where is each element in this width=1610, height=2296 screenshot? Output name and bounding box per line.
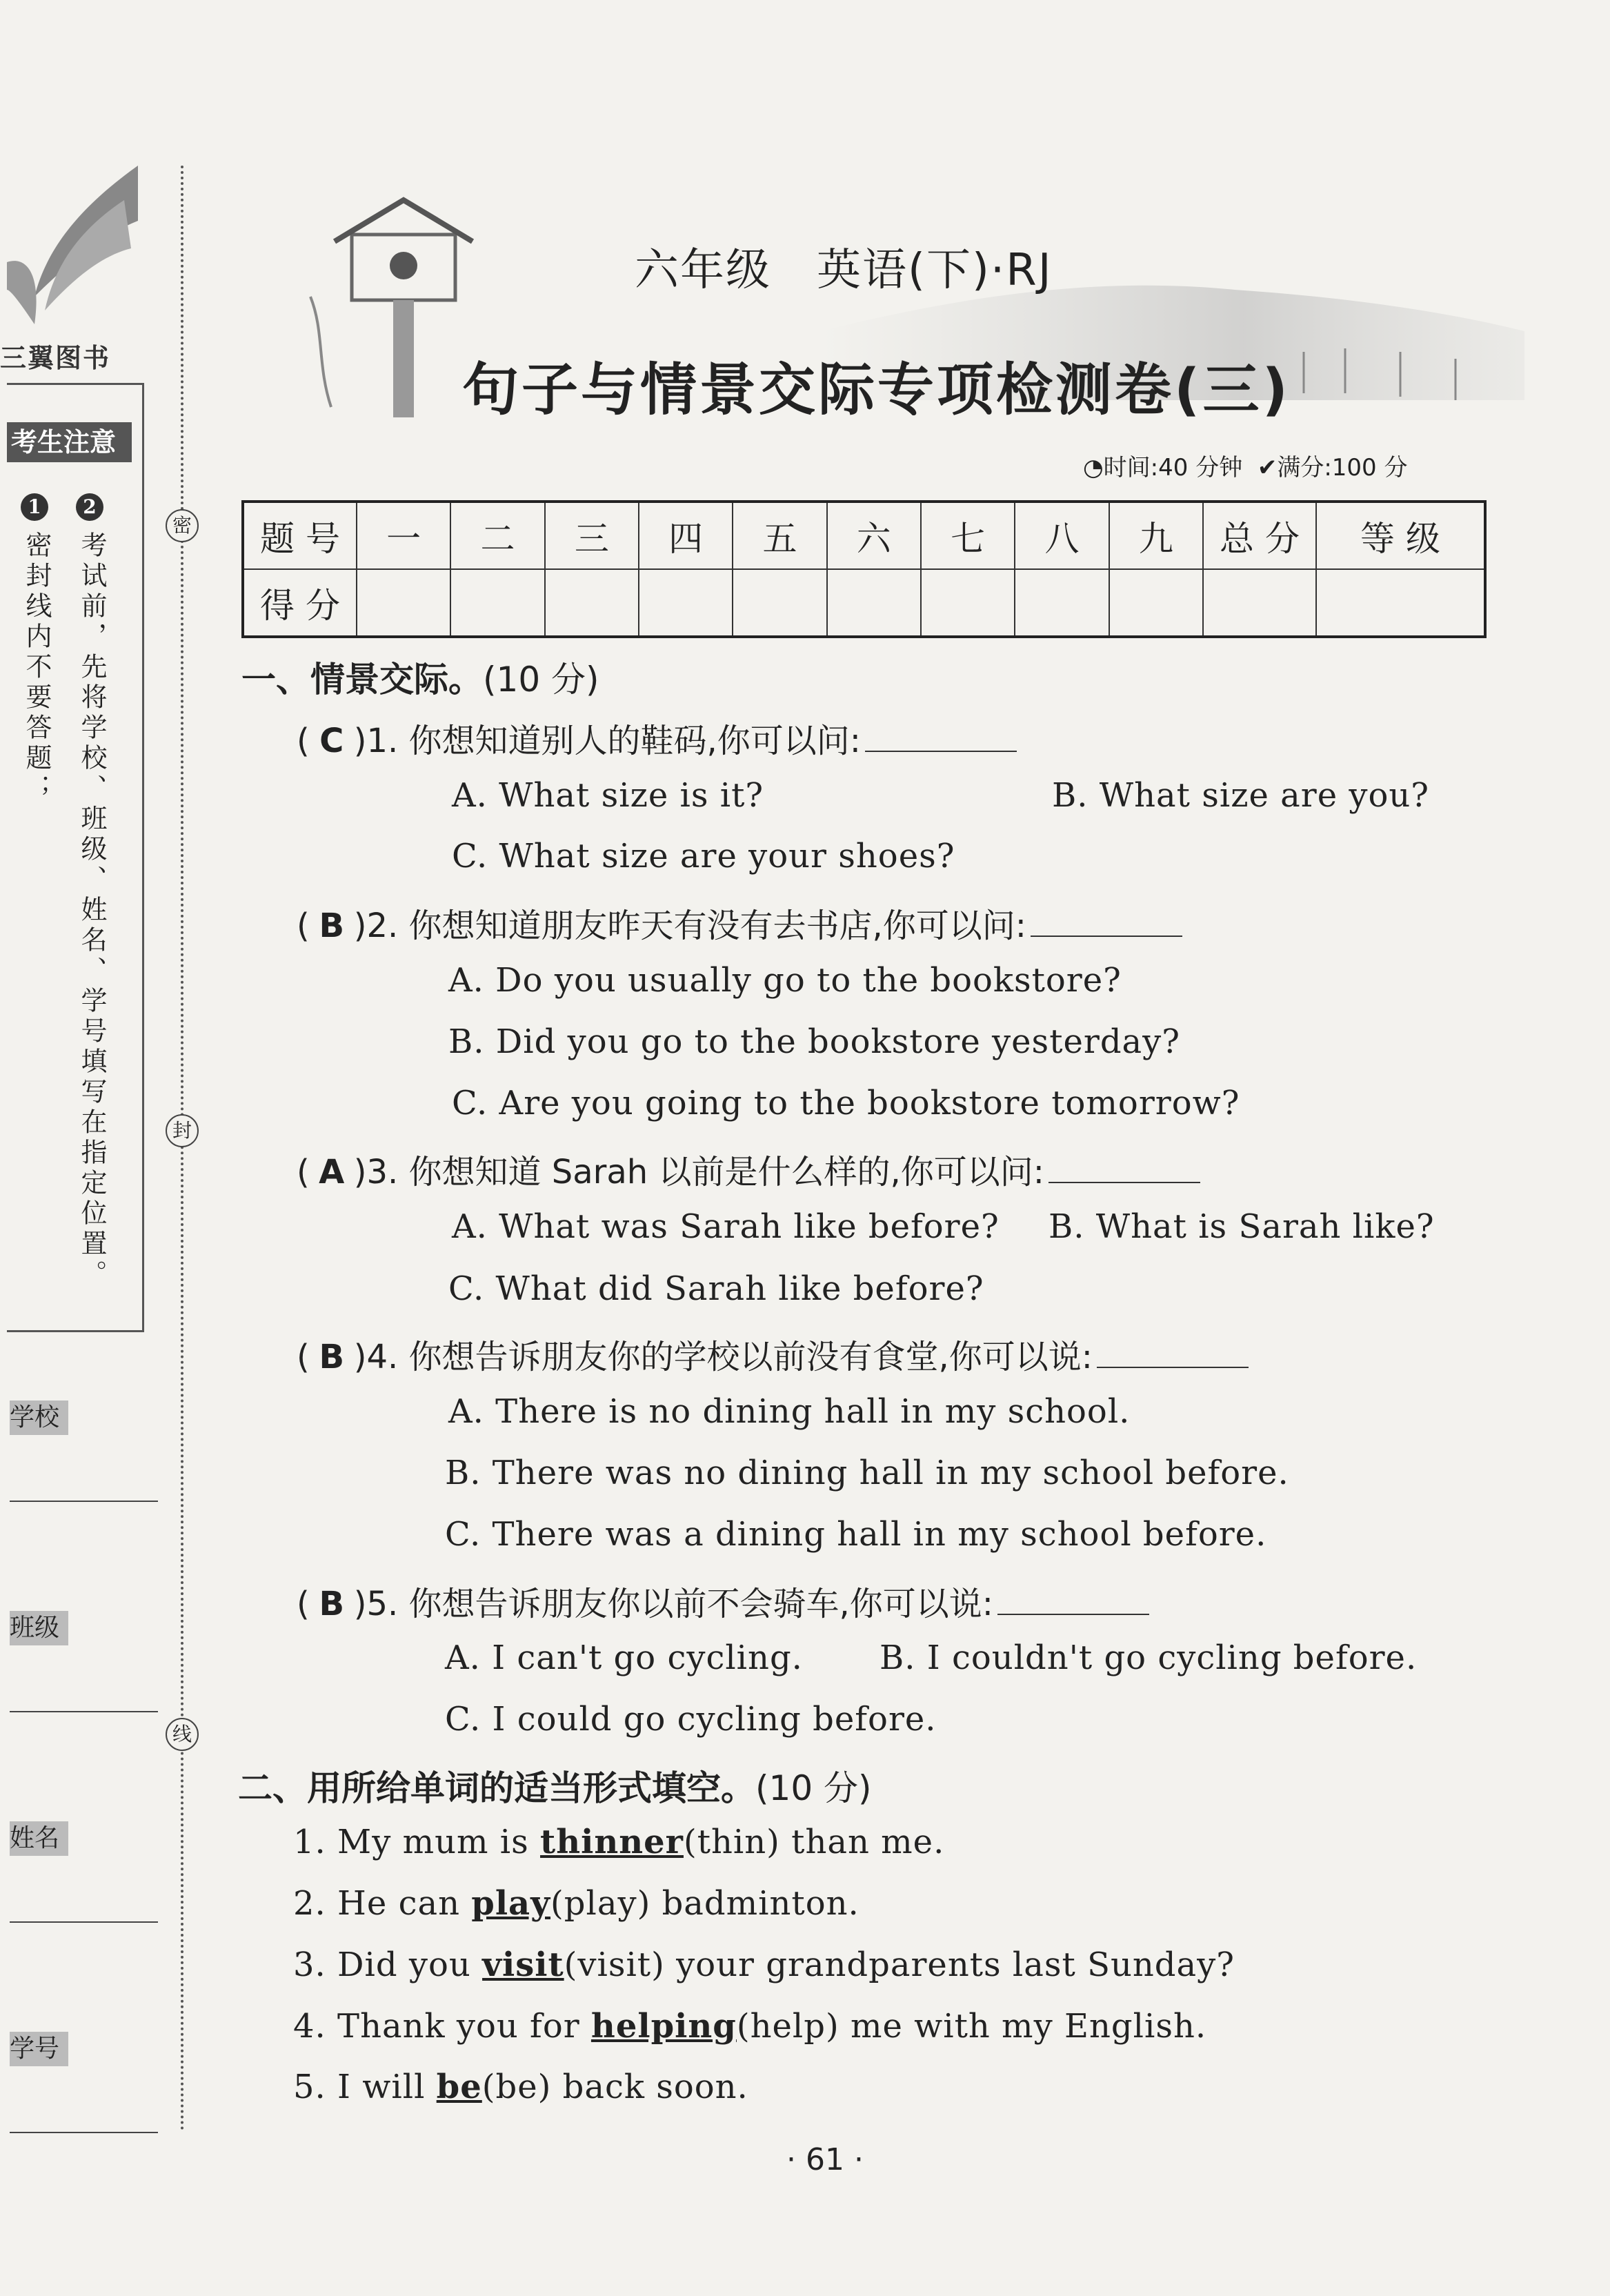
answer-blank[interactable]: [1031, 908, 1182, 937]
fill-answer[interactable]: be: [436, 2068, 482, 2106]
notice-title: 考生注意: [7, 422, 132, 462]
section-2-heading: [238, 1761, 872, 1810]
question-5-stem: )5. 你想告诉朋友你以前不会骑车,你可以说:: [353, 1585, 993, 1623]
check-icon: ✔: [1257, 454, 1278, 482]
fill-item-text: 2. He can: [293, 1884, 472, 1923]
score-header-cell: 四: [639, 502, 733, 569]
exam-title: 句子与情景交际专项检测卷(三): [462, 357, 1291, 423]
question-3-stem: )3. 你想知道 Sarah 以前是什么样的,你可以问:: [353, 1153, 1044, 1191]
answer-blank[interactable]: [997, 1586, 1149, 1615]
q4-option-c: C. There was a dining hall in my school before.: [445, 1515, 1267, 1554]
fill-answer[interactable]: thinner: [540, 1823, 684, 1861]
seal-char-mi: 密: [166, 509, 199, 542]
score-header-cell: 五: [733, 502, 826, 569]
fill-answer[interactable]: play: [471, 1884, 551, 1923]
question-1: ( C )1. 你想知道别人的鞋码,你可以问:: [297, 714, 1017, 762]
score-cell[interactable]: [450, 569, 544, 637]
fill-item-text: 1. My mum is: [293, 1823, 541, 1861]
fill-item-text: 5. I will: [293, 2068, 437, 2106]
q1-option-a: A. What size is it?: [452, 776, 764, 815]
score-table-header-row: [243, 502, 1485, 569]
fill-item-text: 3. Did you: [293, 1946, 483, 1984]
fill-item-text: (visit) your grandparents last Sunday?: [564, 1946, 1235, 1984]
answer-blank[interactable]: [865, 723, 1017, 752]
question-3: ( A )3. 你想知道 Sarah 以前是什么样的,你可以问:: [297, 1145, 1200, 1193]
score-row-label: 得 分: [243, 569, 357, 637]
question-4: ( B )4. 你想告诉朋友你的学校以前没有食堂,你可以说:: [297, 1330, 1249, 1378]
score-header-cell: 二: [450, 502, 544, 569]
notice-2-number: 2: [76, 493, 103, 521]
q4-option-b: B. There was no dining hall in my school before.: [445, 1454, 1289, 1492]
q5-option-b: B. I couldn't go cycling before.: [879, 1639, 1418, 1677]
fill-item-2: [293, 1884, 859, 1923]
school-field-label: 学校: [10, 1401, 68, 1435]
exam-meta: [1083, 448, 1408, 482]
section-2-title: 二、用所给单词的适当形式填空。: [238, 1768, 755, 1808]
brand-name: 三翼图书: [0, 343, 111, 373]
class-field-line[interactable]: [10, 1711, 158, 1712]
q3-option-c: C. What did Sarah like before?: [448, 1269, 984, 1308]
q3-option-b: B. What is Sarah like?: [1049, 1207, 1435, 1246]
fill-answer[interactable]: helping: [590, 2007, 737, 2046]
answer-4: B: [319, 1338, 345, 1376]
answer-3: A: [319, 1153, 345, 1191]
notice-1-number: 1: [21, 493, 48, 521]
page-number: · 61 ·: [786, 2142, 864, 2177]
score-header-cell: 三: [545, 502, 639, 569]
fill-item-text: (thin) than me.: [683, 1823, 945, 1861]
q2-option-c: C. Are you going to the bookstore tomorrow?: [452, 1084, 1240, 1122]
grade-subject: 六年级 英语(下)·RJ: [635, 245, 1053, 296]
score-cell[interactable]: [827, 569, 921, 637]
score-header-cell: 总 分: [1203, 502, 1316, 569]
q5-option-c: C. I could go cycling before.: [445, 1700, 937, 1739]
score-header-cell: 六: [827, 502, 921, 569]
score-cell[interactable]: [1109, 569, 1203, 637]
fill-item-4: [293, 2007, 1206, 2046]
section-1-heading: [241, 652, 599, 702]
answer-blank[interactable]: [1097, 1339, 1249, 1368]
score-cell[interactable]: [1316, 569, 1485, 637]
fill-item-5: [293, 2068, 748, 2106]
student-id-field-line[interactable]: [10, 2132, 158, 2133]
question-4-stem: )4. 你想告诉朋友你的学校以前没有食堂,你可以说:: [353, 1338, 1093, 1376]
question-5: ( B )5. 你想告诉朋友你以前不会骑车,你可以说:: [297, 1577, 1149, 1625]
question-1-stem: )1. 你想知道别人的鞋码,你可以问:: [353, 722, 861, 760]
fill-item-3: [293, 1946, 1235, 1984]
score-cell[interactable]: [545, 569, 639, 637]
q2-option-b: B. Did you go to the bookstore yesterday?: [448, 1022, 1181, 1061]
question-2-stem: )2. 你想知道朋友昨天有没有去书店,你可以问:: [353, 907, 1026, 945]
question-2: ( B )2. 你想知道朋友昨天有没有去书店,你可以问:: [297, 899, 1182, 947]
school-field-line[interactable]: [10, 1501, 158, 1502]
score-header-cell: 九: [1109, 502, 1203, 569]
name-field-label: 姓名: [10, 1821, 68, 1856]
student-id-field-label: 学号: [10, 2032, 68, 2066]
score-table: [241, 500, 1487, 638]
q1-option-c: C. What size are your shoes?: [452, 837, 955, 875]
score-cell[interactable]: [639, 569, 733, 637]
score-cell[interactable]: [1203, 569, 1316, 637]
q5-option-a: A. I can't go cycling.: [445, 1639, 803, 1677]
seal-char-xian: 线: [166, 1718, 199, 1751]
score-header-cell: 题 号: [243, 502, 357, 569]
clock-icon: ◔: [1083, 454, 1104, 482]
q2-option-a: A. Do you usually go to the bookstore?: [448, 961, 1122, 1000]
notice-1-text: 密封线内不要答题；: [21, 531, 52, 804]
score-header-cell: 八: [1015, 502, 1109, 569]
section-1-title: 一、情景交际。: [241, 660, 483, 700]
score-cell[interactable]: [733, 569, 826, 637]
q3-option-a: A. What was Sarah like before?: [452, 1207, 1000, 1246]
seal-char-feng: 封: [166, 1114, 199, 1147]
score-header-cell: 等 级: [1316, 502, 1485, 569]
section-1-points: (10 分): [483, 660, 599, 700]
fill-item-text: (play) badminton.: [550, 1884, 859, 1923]
fill-item-text: (help) me with my English.: [736, 2007, 1207, 2046]
answer-blank[interactable]: [1049, 1154, 1200, 1183]
exam-full-score: 满分:100 分: [1277, 454, 1408, 482]
class-field-label: 班级: [10, 1611, 68, 1645]
fill-answer[interactable]: visit: [482, 1946, 564, 1984]
section-2-points: (10 分): [755, 1768, 872, 1808]
score-table-score-row: [243, 569, 1485, 637]
score-cell[interactable]: [1015, 569, 1109, 637]
score-cell[interactable]: [357, 569, 450, 637]
notice-2-text: 考试前，先将学校、班级、姓名、学号填写在指定位置。: [77, 531, 107, 1290]
answer-2: B: [319, 907, 345, 945]
answer-1: C: [319, 722, 344, 760]
score-cell[interactable]: [921, 569, 1015, 637]
fill-item-text: (be) back soon.: [481, 2068, 748, 2106]
seal-line: [181, 166, 183, 2132]
fill-item-text: 4. Thank you for: [293, 2007, 591, 2046]
exam-time: 时间:40 分钟: [1103, 454, 1243, 482]
q4-option-a: A. There is no dining hall in my school.: [448, 1392, 1131, 1431]
fill-item-1: [293, 1823, 944, 1861]
answer-5: B: [319, 1585, 345, 1623]
name-field-line[interactable]: [10, 1921, 158, 1923]
publisher-logo: [7, 159, 145, 338]
q1-option-b: B. What size are you?: [1052, 776, 1430, 815]
score-header-cell: 一: [357, 502, 450, 569]
score-header-cell: 七: [921, 502, 1015, 569]
